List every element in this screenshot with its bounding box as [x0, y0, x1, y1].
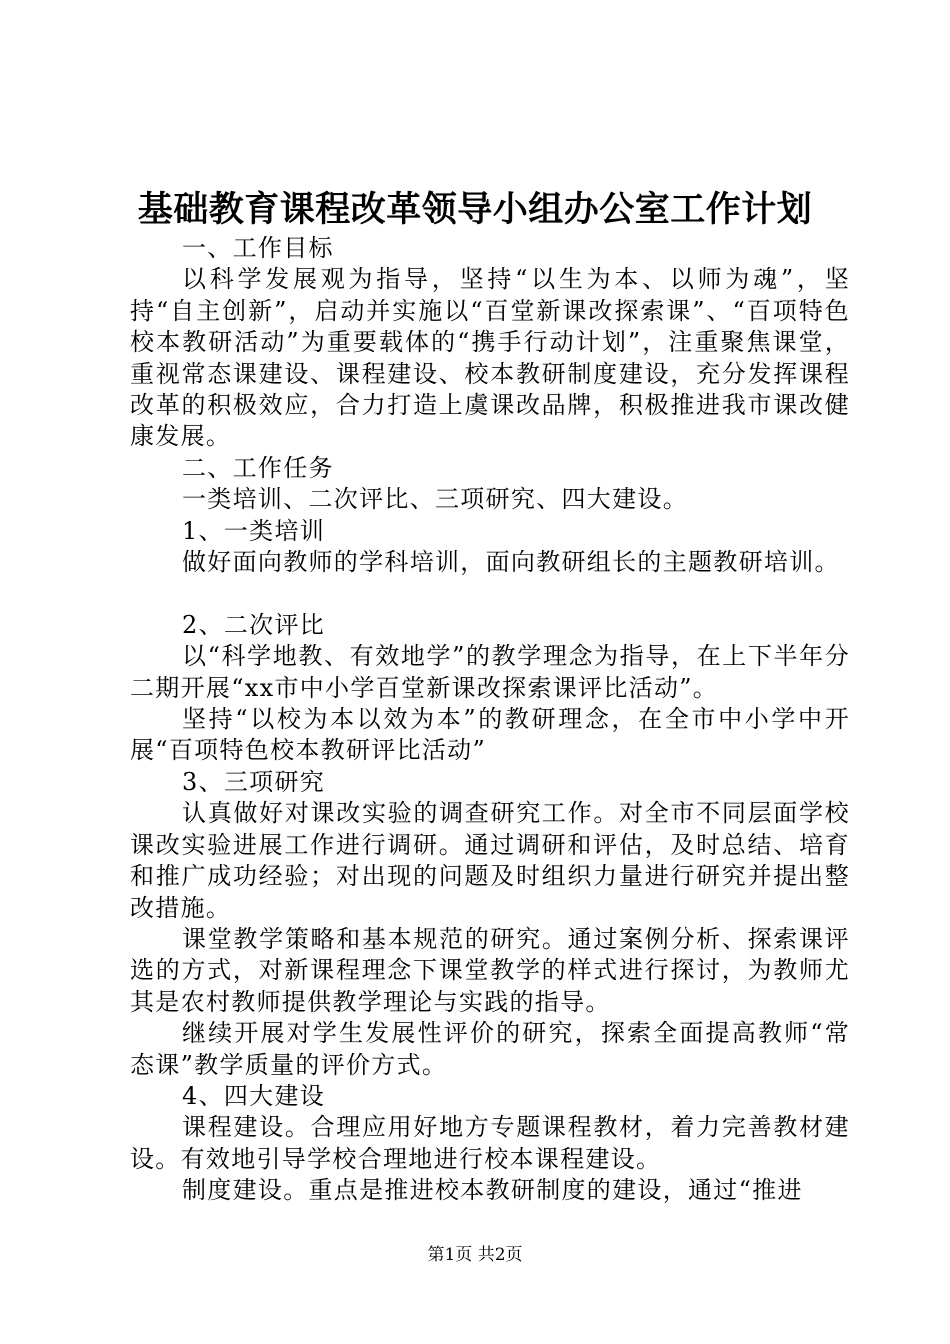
- body-paragraph: 做好面向教师的学科培训，面向教研组长的主题教研培训。: [182, 548, 840, 577]
- body-paragraph: 认真做好对课改实验的调查研究工作。对全市不同层面学校课改实验进展工作进行调研。通过调研和评估，及时总结、培育和推广成功经验；对出现的问题及时组织力量进行研究并提出整改措施。: [130, 799, 850, 922]
- subsection-heading: 2、二次评比: [182, 610, 326, 639]
- body-paragraph: 制度建设。重点是推进校本教研制度的建设，通过“推进: [182, 1176, 803, 1205]
- section-heading: 一、工作目标: [182, 234, 334, 262]
- body-paragraph: 课堂教学策略和基本规范的研究。通过案例分析、探索课评选的方式，对新课程理念下课堂教学的样式进行探讨，为教师尤其是农村教师提供教学理论与实践的指导。: [130, 924, 850, 1016]
- page-footer: 第1页 共2页: [427, 1245, 523, 1265]
- section-heading: 二、工作任务: [182, 453, 334, 482]
- blank-line: [130, 578, 850, 609]
- document-title: 基础教育课程改革领导小组办公室工作计划: [137, 189, 813, 230]
- body-paragraph: 坚持“以校为本以效为本”的教研理念，在全市中小学中开展“百项特色校本教研评比活动”: [130, 705, 850, 765]
- body-paragraph: 一类培训、二次评比、三项研究、四大建设。: [182, 485, 688, 514]
- body-paragraph: 以科学发展观为指导，坚持“以生为本、以师为魂”，坚持“自主创新”，启动并实施以“百堂新课改探索课”、“百项特色校本教研活动”为重要载体的“携手行动计划”，注重聚焦课堂，重视常态课建设、课程建设、校本教研制度建设，充分发挥课程改革的积极效应，合力打造上虞课改品牌，积极推进我市课改健康发展。: [130, 265, 850, 451]
- body-paragraph: 课程建设。合理应用好地方专题课程教材，着力完善教材建设。有效地引导学校合理地进行校本课程建设。: [130, 1113, 850, 1173]
- document-body: [130, 233, 850, 1207]
- subsection-heading: 1、一类培训: [182, 516, 326, 545]
- body-paragraph: 继续开展对学生发展性评价的研究，探索全面提高教师“常态课”教学质量的评价方式。: [130, 1019, 850, 1079]
- subsection-heading: 4、四大建设: [182, 1081, 326, 1110]
- subsection-heading: 3、三项研究: [182, 767, 326, 796]
- body-paragraph: 以“科学地教、有效地学”的教学理念为指导，在上下半年分二期开展“xx市中小学百堂新课改探索课评比活动”。: [130, 642, 850, 702]
